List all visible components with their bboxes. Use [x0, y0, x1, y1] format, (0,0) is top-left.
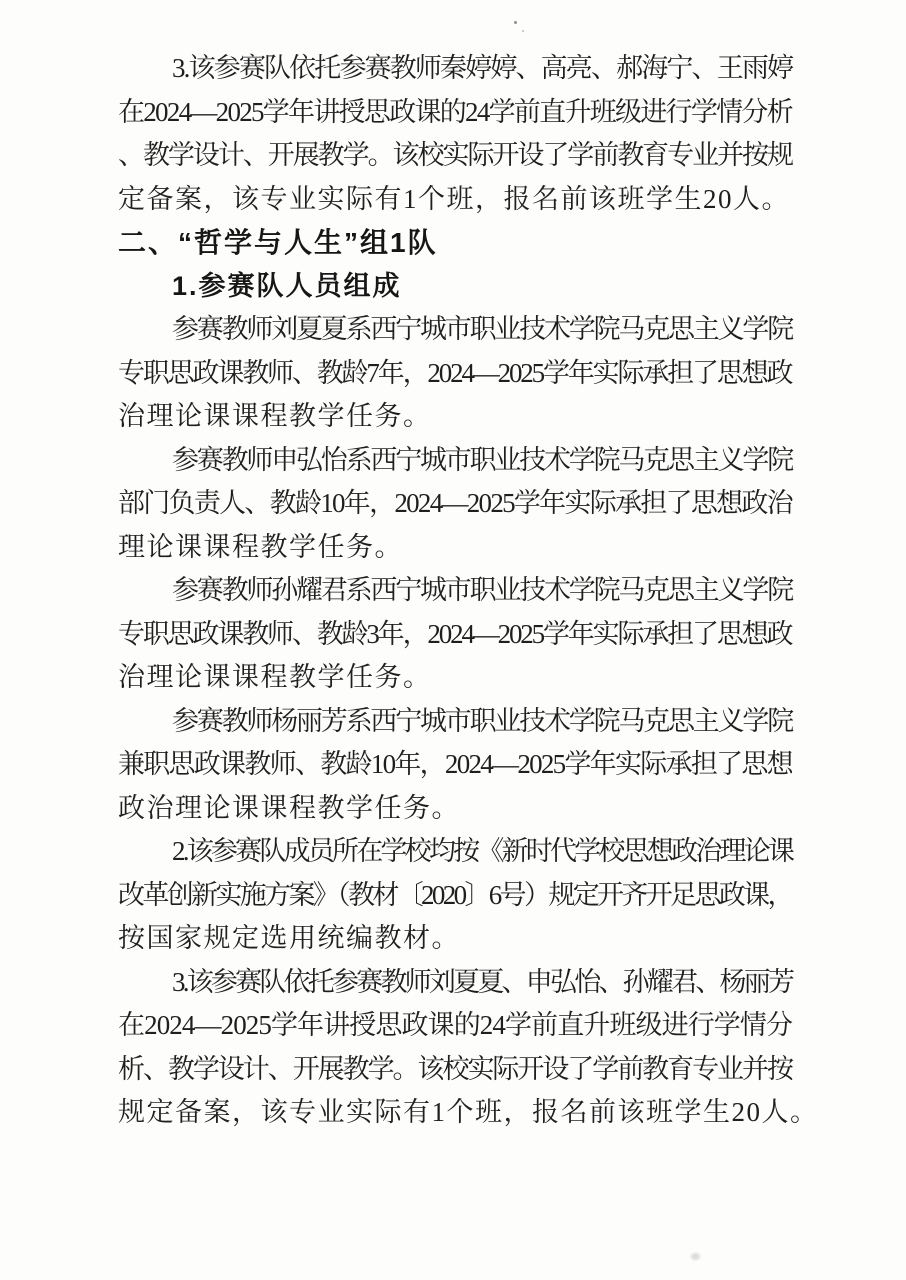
document-line: 改革创新实施方案》（教材〔2020〕6号）规定开齐开足思政课， [118, 879, 792, 910]
document-line: 在2024—2025学年讲授思政课的24学前直升班级进行学情分 [118, 1010, 793, 1040]
subsection-heading: 1.参赛队人员组成 [172, 270, 402, 301]
document-line: 参赛教师孙耀君系西宁城市职业技术学院马克思主义学院 [172, 575, 792, 605]
document-line: 3.该参赛队依托参赛教师刘夏夏、申弘怡、孙耀君、杨丽芳 [172, 966, 793, 997]
document-text-block [118, 47, 819, 1135]
document-line: 治理论课课程教学任务。 [118, 401, 432, 431]
scan-smudge [691, 1253, 700, 1260]
document-line: 规定备案，该专业实际有1个班，报名前该班学生20人。 [118, 1097, 819, 1127]
scan-speck [522, 30, 524, 32]
document-line: 按国家规定选用统编教材。 [118, 923, 460, 953]
document-line: 在2024—2025学年讲授思政课的24学前直升班级进行学情分析 [118, 96, 792, 127]
document-line: 参赛教师申弘怡系西宁城市职业技术学院马克思主义学院 [172, 444, 792, 475]
document-line: 部门负责人、教龄10年，2024—2025学年实际承担了思想政治 [118, 488, 792, 518]
scan-speck [514, 21, 517, 24]
document-line: 政治理论课课程教学任务。 [118, 792, 460, 823]
document-line: 定备案，该专业实际有1个班，报名前该班学生20人。 [118, 183, 790, 214]
document-line: 专职思政课教师、教龄3年，2024—2025学年实际承担了思想政 [118, 618, 792, 649]
document-line: 、教学设计、开展教学。该校实际开设了学前教育专业并按规 [118, 140, 792, 170]
section-heading: 二、“哲学与人生”组1队 [118, 227, 438, 258]
document-line: 兼职思政课教师、教龄10年，2024—2025学年实际承担了思想 [118, 749, 792, 779]
document-line: 析、教学设计、开展教学。该校实际开设了学前教育专业并按 [118, 1053, 792, 1084]
document-line: 理论课课程教学任务。 [118, 531, 403, 562]
document-line: 2.该参赛队成员所在学校均按《新时代学校思想政治理论课 [172, 836, 793, 866]
document-line: 3.该参赛队依托参赛教师秦婷婷、高亮、郝海宁、王雨婷 [172, 53, 793, 83]
document-line: 治理论课课程教学任务。 [118, 662, 432, 692]
document-line: 参赛教师杨丽芳系西宁城市职业技术学院马克思主义学院 [172, 705, 792, 736]
document-line: 专职思政课教师、教龄7年，2024—2025学年实际承担了思想政 [118, 357, 792, 388]
document-line: 参赛教师刘夏夏系西宁城市职业技术学院马克思主义学院 [172, 314, 792, 344]
